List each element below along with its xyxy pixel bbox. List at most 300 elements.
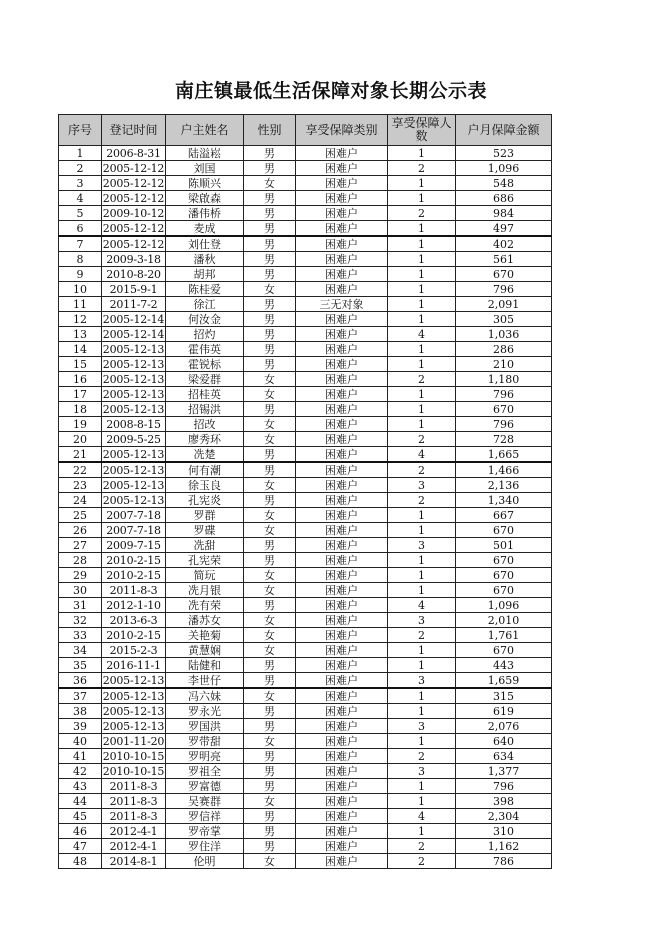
- table-row: [59, 553, 552, 568]
- col-header-gender: 性别: [244, 115, 296, 146]
- assistance-type-cell: 困难户: [296, 252, 388, 267]
- registration-date-cell: 2005-12-14: [102, 327, 165, 341]
- assistance-type-cell: 困难户: [296, 794, 388, 809]
- monthly-amount-cell: 1,665: [456, 447, 552, 463]
- row-index-cell: 24: [59, 493, 102, 508]
- monthly-amount-cell: 402: [456, 236, 552, 252]
- monthly-amount-cell: 640: [456, 734, 552, 749]
- householder-name-cell: 罗明亮: [166, 749, 244, 764]
- col-header-amount: 户月保障金额: [456, 115, 552, 146]
- assistance-type-cell: 困难户: [296, 206, 388, 221]
- row-index-cell: 11: [59, 297, 102, 312]
- table-row: [59, 688, 552, 704]
- monthly-amount-cell: 686: [456, 191, 552, 206]
- table-row: [59, 764, 552, 779]
- assisted-persons-cell: 2: [388, 432, 456, 447]
- assisted-persons-cell: 1: [388, 252, 456, 267]
- assisted-persons-cell: 1: [388, 176, 456, 191]
- table-row: [59, 282, 552, 297]
- gender-cell: 男: [244, 402, 296, 417]
- gender-cell: 男: [244, 312, 296, 327]
- monthly-amount-cell: 796: [456, 282, 552, 297]
- registration-date-cell: 2012-4-1: [102, 839, 166, 854]
- gender-cell: 男: [244, 839, 296, 854]
- assistance-type-cell: 困难户: [296, 462, 388, 478]
- monthly-amount-cell: 1,096: [456, 598, 552, 613]
- assistance-type-cell: 困难户: [296, 327, 388, 342]
- assisted-persons-cell: 3: [388, 719, 456, 734]
- gender-cell: 女: [244, 568, 296, 583]
- monthly-amount-cell: 398: [456, 794, 552, 809]
- monthly-amount-cell: 2,010: [456, 613, 552, 628]
- assistance-type-cell: 困难户: [296, 523, 388, 538]
- row-index-cell: 41: [59, 749, 102, 764]
- table-row: [59, 206, 552, 221]
- gender-cell: 男: [244, 779, 296, 794]
- householder-name-cell: 罗碟: [166, 523, 244, 538]
- assisted-persons-cell: 1: [388, 779, 456, 794]
- gender-cell: 男: [244, 719, 296, 734]
- registration-date-cell: 2005-12-13: [102, 719, 165, 733]
- monthly-amount-cell: 634: [456, 749, 552, 764]
- gender-cell: 男: [244, 327, 296, 342]
- assisted-persons-cell: 2: [388, 749, 456, 764]
- registration-date-cell: 2009-3-18: [102, 252, 166, 267]
- registration-date-cell: 2007-7-18: [102, 508, 166, 523]
- row-index-cell: 30: [59, 583, 102, 598]
- registration-date-cell: 2005-12-13: [102, 342, 165, 356]
- row-index-cell: 2: [59, 161, 102, 176]
- row-index-cell: 32: [59, 613, 102, 628]
- table-row: [59, 478, 552, 493]
- assisted-persons-cell: 3: [388, 478, 456, 493]
- householder-name-cell: 罗永光: [166, 704, 244, 719]
- gender-cell: 男: [244, 357, 296, 372]
- assistance-type-cell: 困难户: [296, 719, 388, 734]
- householder-name-cell: 胡邦: [166, 267, 244, 282]
- registration-date-cell: 2005-12-12: [102, 237, 165, 251]
- householder-name-cell: 李世仔: [166, 673, 244, 689]
- table-row: [59, 809, 552, 824]
- assistance-type-cell: 困难户: [296, 598, 388, 613]
- gender-cell: 男: [244, 206, 296, 221]
- assisted-persons-cell: 2: [388, 372, 456, 387]
- assisted-persons-cell: 2: [388, 493, 456, 508]
- assistance-type-cell: 困难户: [296, 402, 388, 417]
- row-index-cell: 19: [59, 417, 102, 432]
- monthly-amount-cell: 786: [456, 854, 552, 869]
- col-header-persons: [388, 115, 456, 146]
- gender-cell: 女: [244, 508, 296, 523]
- gender-cell: 男: [244, 236, 296, 252]
- gender-cell: 女: [244, 854, 296, 869]
- registration-date-cell: 2005-12-13: [102, 463, 165, 477]
- assisted-persons-cell: 1: [388, 342, 456, 357]
- householder-name-cell: 冼甜: [166, 538, 244, 553]
- table-row: [59, 176, 552, 191]
- gender-cell: 男: [244, 749, 296, 764]
- householder-name-cell: 何有潮: [166, 462, 244, 478]
- registration-date-cell: 2012-4-1: [102, 824, 166, 839]
- assistance-type-cell: 困难户: [296, 824, 388, 839]
- assisted-persons-cell: 1: [388, 734, 456, 749]
- assistance-type-cell: 困难户: [296, 417, 388, 432]
- table-row: [59, 673, 552, 689]
- householder-name-cell: 廖秀环: [166, 432, 244, 447]
- registration-date-cell: 2011-8-3: [102, 809, 166, 824]
- assisted-persons-cell: 1: [388, 191, 456, 206]
- assistance-type-cell: 困难户: [296, 282, 388, 297]
- householder-name-cell: 麦成: [166, 221, 244, 237]
- householder-name-cell: 招改: [166, 417, 244, 432]
- registration-date-cell: 2012-1-10: [102, 598, 166, 613]
- row-index-cell: 6: [59, 221, 102, 237]
- registration-date-cell: 2006-8-31: [102, 146, 166, 161]
- monthly-amount-cell: 1,761: [456, 628, 552, 643]
- householder-name-cell: 陈顺兴: [166, 176, 244, 191]
- col-header-index: 序号: [59, 115, 102, 146]
- assisted-persons-cell: 2: [388, 462, 456, 478]
- assisted-persons-cell: 4: [388, 809, 456, 824]
- gender-cell: 男: [244, 221, 296, 237]
- registration-date-cell: 2005-12-13: [102, 689, 165, 703]
- gender-cell: 女: [244, 478, 296, 493]
- monthly-amount-cell: 984: [456, 206, 552, 221]
- monthly-amount-cell: 2,076: [456, 719, 552, 734]
- assistance-type-cell: 困难户: [296, 779, 388, 794]
- monthly-amount-cell: 1,659: [456, 673, 552, 689]
- assisted-persons-cell: 1: [388, 568, 456, 583]
- assisted-persons-cell: 4: [388, 327, 456, 342]
- assistance-type-cell: 困难户: [296, 854, 388, 869]
- registration-date-cell: 2010-10-15: [102, 749, 165, 763]
- row-index-cell: 14: [59, 342, 102, 357]
- gender-cell: 女: [244, 282, 296, 297]
- assistance-type-cell: 困难户: [296, 221, 388, 237]
- gender-cell: 女: [244, 523, 296, 538]
- assistance-type-cell: 困难户: [296, 749, 388, 764]
- col-header-persons-label: 享受保障人数: [391, 116, 452, 143]
- assistance-type-cell: 困难户: [296, 161, 388, 176]
- householder-name-cell: 黄慧娴: [166, 643, 244, 658]
- row-index-cell: 23: [59, 478, 102, 493]
- col-header-date: 登记时间: [102, 115, 166, 146]
- householder-name-cell: 徐江: [166, 297, 244, 312]
- row-index-cell: 27: [59, 538, 102, 553]
- row-index-cell: 3: [59, 176, 102, 191]
- table-row: [59, 719, 552, 734]
- assistance-type-cell: 困难户: [296, 447, 388, 463]
- row-index-cell: 47: [59, 839, 102, 854]
- table-row: [59, 267, 552, 282]
- householder-name-cell: 罗帝掌: [166, 824, 244, 839]
- assisted-persons-cell: 4: [388, 598, 456, 613]
- row-index-cell: 5: [59, 206, 102, 221]
- gender-cell: 女: [244, 432, 296, 447]
- assisted-persons-cell: 2: [388, 854, 456, 869]
- row-index-cell: 17: [59, 387, 102, 402]
- registration-date-cell: 2008-8-15: [102, 417, 166, 432]
- assisted-persons-cell: 1: [388, 688, 456, 704]
- row-index-cell: 16: [59, 372, 102, 387]
- assisted-persons-cell: 1: [388, 387, 456, 402]
- row-index-cell: 9: [59, 267, 102, 282]
- row-index-cell: 40: [59, 734, 102, 749]
- assisted-persons-cell: 1: [388, 297, 456, 312]
- table-row: [59, 297, 552, 312]
- gender-cell: 女: [244, 417, 296, 432]
- monthly-amount-cell: 1,096: [456, 161, 552, 176]
- monthly-amount-cell: 286: [456, 342, 552, 357]
- registration-date-cell: 2005-12-13: [102, 493, 165, 507]
- assisted-persons-cell: 2: [388, 839, 456, 854]
- row-index-cell: 15: [59, 357, 102, 372]
- monthly-amount-cell: 796: [456, 779, 552, 794]
- householder-name-cell: 简玩: [166, 568, 244, 583]
- assistance-type-cell: 困难户: [296, 658, 388, 673]
- assistance-type-cell: 困难户: [296, 176, 388, 191]
- table-row: [59, 252, 552, 267]
- assistance-type-cell: 困难户: [296, 387, 388, 402]
- assisted-persons-cell: 2: [388, 206, 456, 221]
- householder-name-cell: 徐玉良: [166, 478, 244, 493]
- monthly-amount-cell: 728: [456, 432, 552, 447]
- assisted-persons-cell: 1: [388, 282, 456, 297]
- row-index-cell: 13: [59, 327, 102, 342]
- monthly-amount-cell: 1,377: [456, 764, 552, 779]
- table-row: [59, 146, 552, 161]
- householder-name-cell: 刘仕登: [166, 236, 244, 252]
- registration-date-cell: 2009-7-15: [102, 538, 166, 553]
- gender-cell: 女: [244, 628, 296, 643]
- assistance-type-cell: 困难户: [296, 236, 388, 252]
- assisted-persons-cell: 1: [388, 312, 456, 327]
- table-row: [59, 538, 552, 553]
- table-body: [59, 146, 552, 869]
- table-row: [59, 628, 552, 643]
- table-row: [59, 643, 552, 658]
- table-row: [59, 704, 552, 719]
- gender-cell: 女: [244, 688, 296, 704]
- householder-name-cell: 何汝金: [166, 312, 244, 327]
- row-index-cell: 44: [59, 794, 102, 809]
- monthly-amount-cell: 670: [456, 553, 552, 568]
- gender-cell: 男: [244, 553, 296, 568]
- table-row: [59, 327, 552, 342]
- row-index-cell: 46: [59, 824, 102, 839]
- assisted-persons-cell: 1: [388, 357, 456, 372]
- householder-name-cell: 冼月银: [166, 583, 244, 598]
- assistance-type-cell: 困难户: [296, 432, 388, 447]
- assistance-type-cell: 困难户: [296, 839, 388, 854]
- monthly-amount-cell: 501: [456, 538, 552, 553]
- row-index-cell: 10: [59, 282, 102, 297]
- assistance-type-cell: 困难户: [296, 538, 388, 553]
- assisted-persons-cell: 1: [388, 236, 456, 252]
- assistance-type-cell: 困难户: [296, 267, 388, 282]
- gender-cell: 女: [244, 643, 296, 658]
- page-title: 南庄镇最低生活保障对象长期公示表: [174, 80, 487, 102]
- row-index-cell: 31: [59, 598, 102, 613]
- gender-cell: 男: [244, 462, 296, 478]
- assisted-persons-cell: 3: [388, 673, 456, 689]
- householder-name-cell: 陆健和: [166, 658, 244, 673]
- table-row: [59, 387, 552, 402]
- registration-date-cell: 2013-6-3: [102, 613, 166, 628]
- assisted-persons-cell: 1: [388, 417, 456, 432]
- monthly-amount-cell: 670: [456, 583, 552, 598]
- table-row: [59, 568, 552, 583]
- assistance-type-cell: 困难户: [296, 583, 388, 598]
- row-index-cell: 43: [59, 779, 102, 794]
- assistance-type-cell: 困难户: [296, 357, 388, 372]
- householder-name-cell: 招锡洪: [166, 402, 244, 417]
- row-index-cell: 12: [59, 312, 102, 327]
- row-index-cell: 22: [59, 462, 102, 478]
- assisted-persons-cell: 1: [388, 794, 456, 809]
- assistance-type-cell: 困难户: [296, 704, 388, 719]
- gender-cell: 女: [244, 794, 296, 809]
- registration-date-cell: 2005-12-13: [102, 447, 165, 461]
- assistance-type-cell: 困难户: [296, 493, 388, 508]
- row-index-cell: 39: [59, 719, 102, 734]
- gender-cell: 男: [244, 673, 296, 689]
- registration-date-cell: 2005-12-13: [102, 387, 165, 401]
- registration-date-cell: 2015-9-1: [102, 282, 166, 297]
- householder-name-cell: 招桂英: [166, 387, 244, 402]
- table-row: [59, 839, 552, 854]
- householder-name-cell: 伦明: [166, 854, 244, 869]
- assistance-type-cell: 困难户: [296, 312, 388, 327]
- gender-cell: 男: [244, 161, 296, 176]
- monthly-amount-cell: 310: [456, 824, 552, 839]
- monthly-amount-cell: 1,180: [456, 372, 552, 387]
- assisted-persons-cell: 1: [388, 553, 456, 568]
- householder-name-cell: 霍伟英: [166, 342, 244, 357]
- registration-date-cell: 2005-12-13: [102, 372, 165, 386]
- registration-date-cell: 2010-8-20: [102, 267, 166, 282]
- registration-date-cell: 2007-7-18: [102, 523, 166, 538]
- registration-date-cell: 2005-12-14: [102, 312, 165, 326]
- registration-date-cell: 2010-2-15: [102, 628, 166, 643]
- table-row: [59, 583, 552, 598]
- registration-date-cell: 2009-5-25: [102, 432, 166, 447]
- monthly-amount-cell: 210: [456, 357, 552, 372]
- assistance-type-cell: 困难户: [296, 673, 388, 689]
- table-row: [59, 794, 552, 809]
- registration-date-cell: 2016-11-1: [102, 658, 166, 673]
- householder-name-cell: 罗富德: [166, 779, 244, 794]
- registration-date-cell: 2005-12-13: [102, 704, 165, 718]
- gender-cell: 男: [244, 267, 296, 282]
- registration-date-cell: 2011-8-3: [102, 779, 166, 794]
- table-row: [59, 598, 552, 613]
- monthly-amount-cell: 796: [456, 387, 552, 402]
- assistance-type-cell: 困难户: [296, 764, 388, 779]
- gender-cell: 男: [244, 191, 296, 206]
- householder-name-cell: 潘苏女: [166, 613, 244, 628]
- monthly-amount-cell: 670: [456, 643, 552, 658]
- row-index-cell: 36: [59, 673, 102, 689]
- householder-name-cell: 梁啟森: [166, 191, 244, 206]
- monthly-amount-cell: 548: [456, 176, 552, 191]
- table-row: [59, 613, 552, 628]
- assistance-type-cell: 困难户: [296, 568, 388, 583]
- gender-cell: 女: [244, 176, 296, 191]
- table-row: [59, 493, 552, 508]
- householder-name-cell: 陈桂爱: [166, 282, 244, 297]
- monthly-amount-cell: 2,136: [456, 478, 552, 493]
- householder-name-cell: 梁爱群: [166, 372, 244, 387]
- monthly-amount-cell: 667: [456, 508, 552, 523]
- monthly-amount-cell: 443: [456, 658, 552, 673]
- table-row: [59, 749, 552, 764]
- registration-date-cell: 2005-12-13: [102, 402, 165, 416]
- gender-cell: 女: [244, 387, 296, 402]
- gender-cell: 男: [244, 252, 296, 267]
- gender-cell: 男: [244, 447, 296, 463]
- householder-name-cell: 罗国洪: [166, 719, 244, 734]
- table-row: [59, 854, 552, 869]
- assistance-type-cell: 困难户: [296, 613, 388, 628]
- assistance-type-cell: 困难户: [296, 628, 388, 643]
- monthly-amount-cell: 315: [456, 688, 552, 704]
- registration-date-cell: 2005-12-12: [102, 221, 165, 235]
- householder-name-cell: 罗带甜: [166, 734, 244, 749]
- assistance-type-cell: 困难户: [296, 146, 388, 161]
- householder-name-cell: 潘伟桥: [166, 206, 244, 221]
- householder-name-cell: 招灼: [166, 327, 244, 342]
- header-row: [59, 115, 552, 146]
- householder-name-cell: 吴赛群: [166, 794, 244, 809]
- monthly-amount-cell: 796: [456, 417, 552, 432]
- householder-name-cell: 罗信祥: [166, 809, 244, 824]
- gender-cell: 女: [244, 583, 296, 598]
- gender-cell: 男: [244, 658, 296, 673]
- table-row: [59, 462, 552, 478]
- gender-cell: 男: [244, 342, 296, 357]
- assisted-persons-cell: 1: [388, 267, 456, 282]
- row-index-cell: 48: [59, 854, 102, 869]
- householder-name-cell: 罗住洋: [166, 839, 244, 854]
- householder-name-cell: 关艳菊: [166, 628, 244, 643]
- row-index-cell: 35: [59, 658, 102, 673]
- table-row: [59, 312, 552, 327]
- registration-date-cell: 2011-7-2: [102, 297, 166, 312]
- registration-date-cell: 2015-2-3: [102, 643, 166, 658]
- gender-cell: 女: [244, 613, 296, 628]
- assisted-persons-cell: 1: [388, 658, 456, 673]
- row-index-cell: 25: [59, 508, 102, 523]
- householder-name-cell: 刘国: [166, 161, 244, 176]
- monthly-amount-cell: 670: [456, 267, 552, 282]
- assistance-type-cell: 困难户: [296, 191, 388, 206]
- table-row: [59, 824, 552, 839]
- row-index-cell: 29: [59, 568, 102, 583]
- gender-cell: 男: [244, 538, 296, 553]
- gender-cell: 男: [244, 824, 296, 839]
- col-header-name: 户主姓名: [166, 115, 244, 146]
- table-row: [59, 779, 552, 794]
- assisted-persons-cell: 1: [388, 402, 456, 417]
- row-index-cell: 37: [59, 688, 102, 704]
- table-row: [59, 402, 552, 417]
- assisted-persons-cell: 1: [388, 146, 456, 161]
- registration-date-cell: 2005-12-12: [102, 191, 165, 205]
- registration-date-cell: 2010-10-15: [102, 764, 165, 778]
- gender-cell: 男: [244, 704, 296, 719]
- assistance-type-cell: 困难户: [296, 688, 388, 704]
